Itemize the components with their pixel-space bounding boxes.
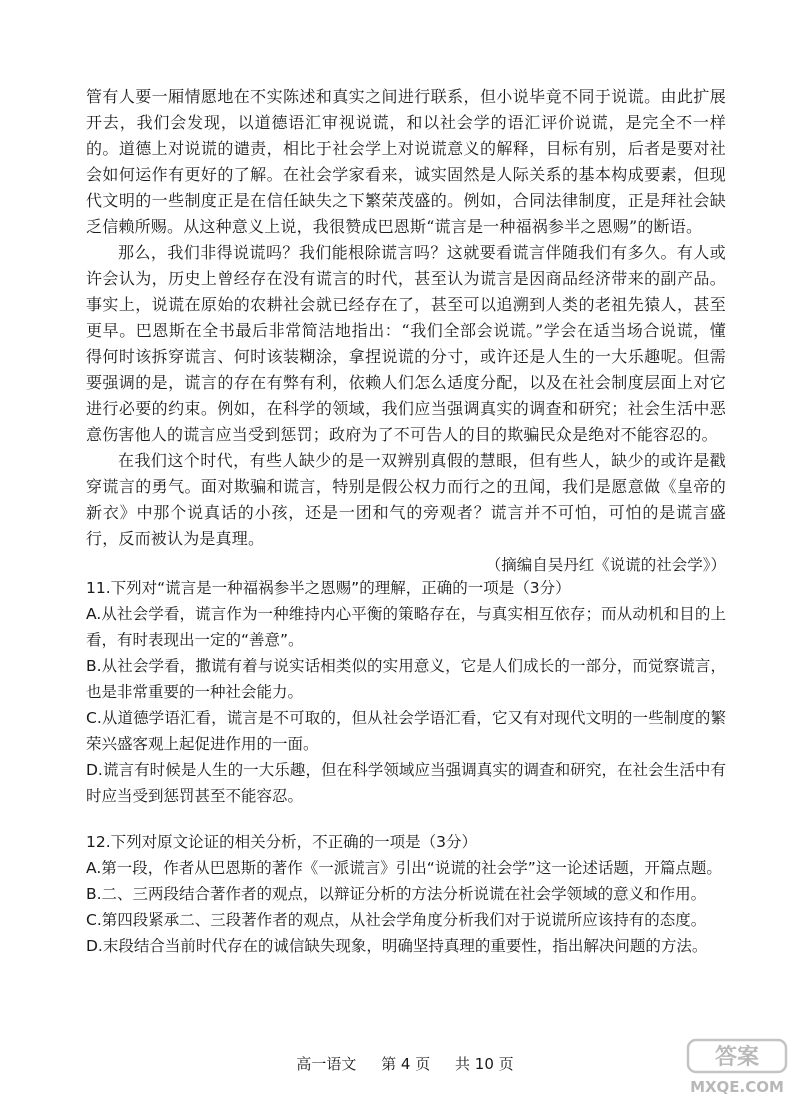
question-11 [86,575,726,809]
question-list [86,575,726,979]
watermark-top-text: 答案 [714,1045,760,1070]
passage-paragraph-2: 那么，我们非得说谎吗？我们能根除谎言吗？这就要看谎言伴随我们有多久。有人或许会认为，历史上曾经存在没有谎言的时代，甚至认为谎言是因商品经济带来的副产品。事实上，说谎在原始的农耕社会就已经存在了，甚至可以追溯到人类的老祖先猿人，甚至更早。巴恩斯在全书最后非常简洁地指出：“我们全部会说谎。”学会在适当场合说谎，懂得何时该拆穿谎言、何时该装糊涂，拿捏说谎的分寸，或许还是人生的一大乐趣呢。但需要强调的是，谎言的存在有弊有利，依赖人们怎么适度分配，以及在社会制度层面上对它进行必要的约束。例如，在科学的领域，我们应当强调真实的调查和研究；社会生活中恶意伤害他人的谎言应当受到惩罚；政府为了不可告人的目的欺骗民众是绝对不能容忍的。 [86,243,726,444]
question-option-d: D.末段结合当前时代存在的诚信缺失现象，明确坚持真理的重要性，指出解决问题的方法。 [86,937,708,955]
passage-paragraph-3: 在我们这个时代，有些人缺少的是一双辨别真假的慧眼，但有些人，缺少的或许是戳穿谎言的勇气。面对欺骗和谎言，特别是假公权力而行之的丑闻，我们是愿意做《皇帝的新衣》中那个说真话的小孩，还是一团和气的旁观者？谎言并不可怕，可怕的是谎言盛行，反而被认为是真理。 [86,451,726,548]
passage-paragraph-1: 管有人要一厢情愿地在不实陈述和真实之间进行联系，但小说毕竟不同于说谎。由此扩展开去，我们会发现，以道德语汇审视说谎，和以社会学的语汇评价说谎，是完全不一样的。道德上对说谎的谴责，相比于社会学上对说谎意义的解释，目标有别，后者是要对社会如何运作有更好的了解。在社会学家看来，诚实固然是人际关系的基本构成要素，但现代文明的一些制度正是在信任缺失之下繁荣茂盛的。例如，合同法律制度，正是拜社会缺乏信赖所赐。从这种意义上说，我很赞成巴恩斯“谎言是一种福祸参半之恩赐”的断语。 [86,87,726,236]
question-option-d: D.谎言有时候是人生的一大乐趣，但在科学领域应当强调真实的调查和研究，在社会生活中有时应当受到惩罚甚至不能容忍。 [86,761,726,805]
footer-page-number: 第 4 页 [381,1055,431,1073]
reading-passage [86,84,726,578]
question-option-c: C.第四段紧承二、三段著作者的观点，从社会学角度分析我们对于说谎所应该持有的态度。 [86,911,707,929]
question-option-a: A.第一段，作者从巴恩斯的著作《一派谎言》引出“说谎的社会学”这一论述话题，开篇点题。 [86,859,722,877]
passage-source: （摘编自吴丹红《说谎的社会学》） [485,556,726,574]
question-option-b: B.从社会学看，撒谎有着与说实话相类似的实用意义，它是人们成长的一部分，而觉察谎言，也是非常重要的一种社会能力。 [86,657,726,701]
footer-page-total: 共 10 页 [455,1055,514,1073]
question-option-b: B.二、三两段结合著作者的观点，以辩证分析的方法分析说谎在社会学领域的意义和作用。 [86,885,707,903]
footer-subject: 高一语文 [296,1055,357,1073]
question-stem: 11.下列对“谎言是一种福祸参半之恩赐”的理解，正确的一项是（3分） [86,579,571,597]
question-option-a: A.从社会学看，谎言作为一种维持内心平衡的策略存在，与真实相互依存；而从动机和目的上看，有时表现出一定的“善意”。 [86,605,726,649]
question-12 [86,829,726,959]
question-stem: 12.下列对原文论证的相关分析，不正确的一项是（3分） [86,833,478,851]
watermark-bottom-text: MXQE.COM [690,1078,784,1096]
question-option-c: C.从道德学语汇看，谎言是不可取的，但从社会学语汇看，它又有对现代文明的一些制度的繁荣兴盛客观上起促进作用的一面。 [86,709,726,753]
watermark-logo [682,1036,792,1098]
